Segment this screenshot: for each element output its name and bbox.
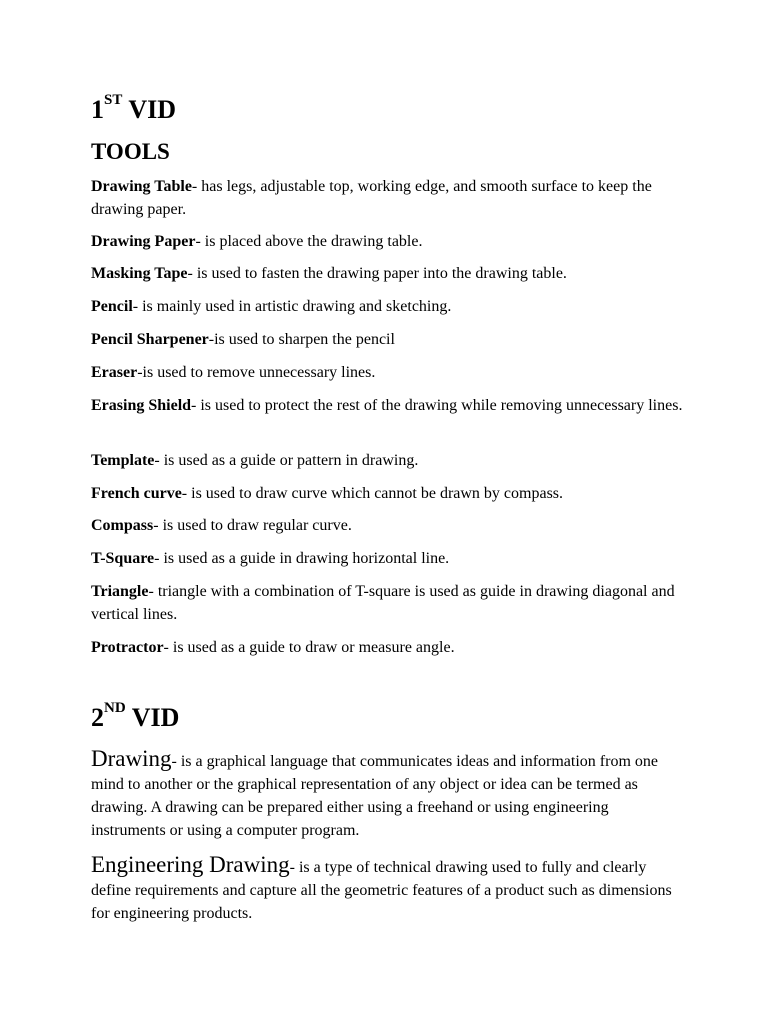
entry-pencil-sharpener bbox=[91, 328, 683, 351]
entry-term: French curve bbox=[91, 485, 182, 502]
entry-term: Triangle bbox=[91, 583, 149, 600]
section-suffix: ST bbox=[104, 92, 123, 108]
entry-term: Compass bbox=[91, 517, 154, 534]
entry-term: Drawing Table bbox=[91, 178, 192, 195]
entry-protractor bbox=[91, 636, 683, 659]
entry-text: - is used to draw curve which cannot be drawn by compass. bbox=[181, 485, 564, 502]
entry-text: - is used as a guide in drawing horizontal line. bbox=[154, 550, 450, 567]
entry-text: -is used to remove unnecessary lines. bbox=[137, 364, 376, 381]
entry-text: - is a type of technical drawing used to fully and clearly define requirements and capture all the geometric features of a product such as dimensions for engineering products. bbox=[91, 859, 672, 922]
entry-erasing-shield bbox=[91, 394, 683, 417]
entry-drawing-definition bbox=[91, 747, 683, 842]
section-number: 2 bbox=[91, 703, 104, 732]
entry-term: Masking Tape bbox=[91, 265, 188, 282]
entry-text: - is placed above the drawing table. bbox=[195, 233, 423, 250]
entry-text: - triangle with a combination of T-square is used as guide in drawing diagonal and vertical lines. bbox=[91, 583, 675, 623]
entry-t-square bbox=[91, 547, 683, 570]
entry-text: - is mainly used in artistic drawing and sketching. bbox=[132, 298, 452, 315]
entry-french-curve bbox=[91, 482, 683, 505]
entry-term: Drawing bbox=[91, 746, 172, 771]
entry-text: - is a graphical language that communicates ideas and information from one mind to another or the graphical representation of any object or idea can be termed as drawing. A drawing can be prepared either using a freehand or using engineering instruments or using a computer program. bbox=[91, 753, 658, 839]
entry-term: Pencil Sharpener bbox=[91, 331, 209, 348]
entry-engineering-drawing-definition bbox=[91, 853, 683, 925]
entry-term: T-Square bbox=[91, 550, 155, 567]
tools-heading: TOOLS bbox=[91, 139, 170, 164]
section-heading-1st-vid bbox=[91, 92, 177, 124]
section-heading-2nd-vid bbox=[91, 700, 180, 732]
entry-eraser bbox=[91, 361, 683, 384]
entry-drawing-paper bbox=[91, 230, 683, 253]
section-label: VID bbox=[125, 703, 180, 732]
entry-text: - is used to draw regular curve. bbox=[153, 517, 352, 534]
entry-term: Eraser bbox=[91, 364, 138, 381]
entry-pencil bbox=[91, 295, 683, 318]
section-label: VID bbox=[122, 95, 177, 124]
entry-template bbox=[91, 449, 683, 472]
entry-term: Protractor bbox=[91, 639, 164, 656]
section-number: 1 bbox=[91, 95, 104, 124]
entry-term: Pencil bbox=[91, 298, 133, 315]
entry-term: Template bbox=[91, 452, 155, 469]
entry-term: Erasing Shield bbox=[91, 397, 192, 414]
entry-compass bbox=[91, 514, 683, 537]
entry-term: Drawing Paper bbox=[91, 233, 196, 250]
entry-triangle bbox=[91, 580, 683, 626]
section-suffix: ND bbox=[104, 700, 126, 716]
entry-text: - is used as a guide or pattern in drawing. bbox=[154, 452, 419, 469]
entry-text: - is used as a guide to draw or measure angle. bbox=[163, 639, 455, 656]
entry-text: - has legs, adjustable top, working edge, and smooth surface to keep the drawing paper. bbox=[91, 178, 652, 218]
entry-text: -is used to sharpen the pencil bbox=[208, 331, 395, 348]
entry-text: - is used to protect the rest of the drawing while removing unnecessary lines. bbox=[191, 397, 683, 414]
entry-term: Engineering Drawing bbox=[91, 852, 290, 877]
entry-drawing-table bbox=[91, 175, 683, 221]
entry-masking-tape bbox=[91, 262, 683, 285]
entry-text: - is used to fasten the drawing paper into the drawing table. bbox=[187, 265, 567, 282]
